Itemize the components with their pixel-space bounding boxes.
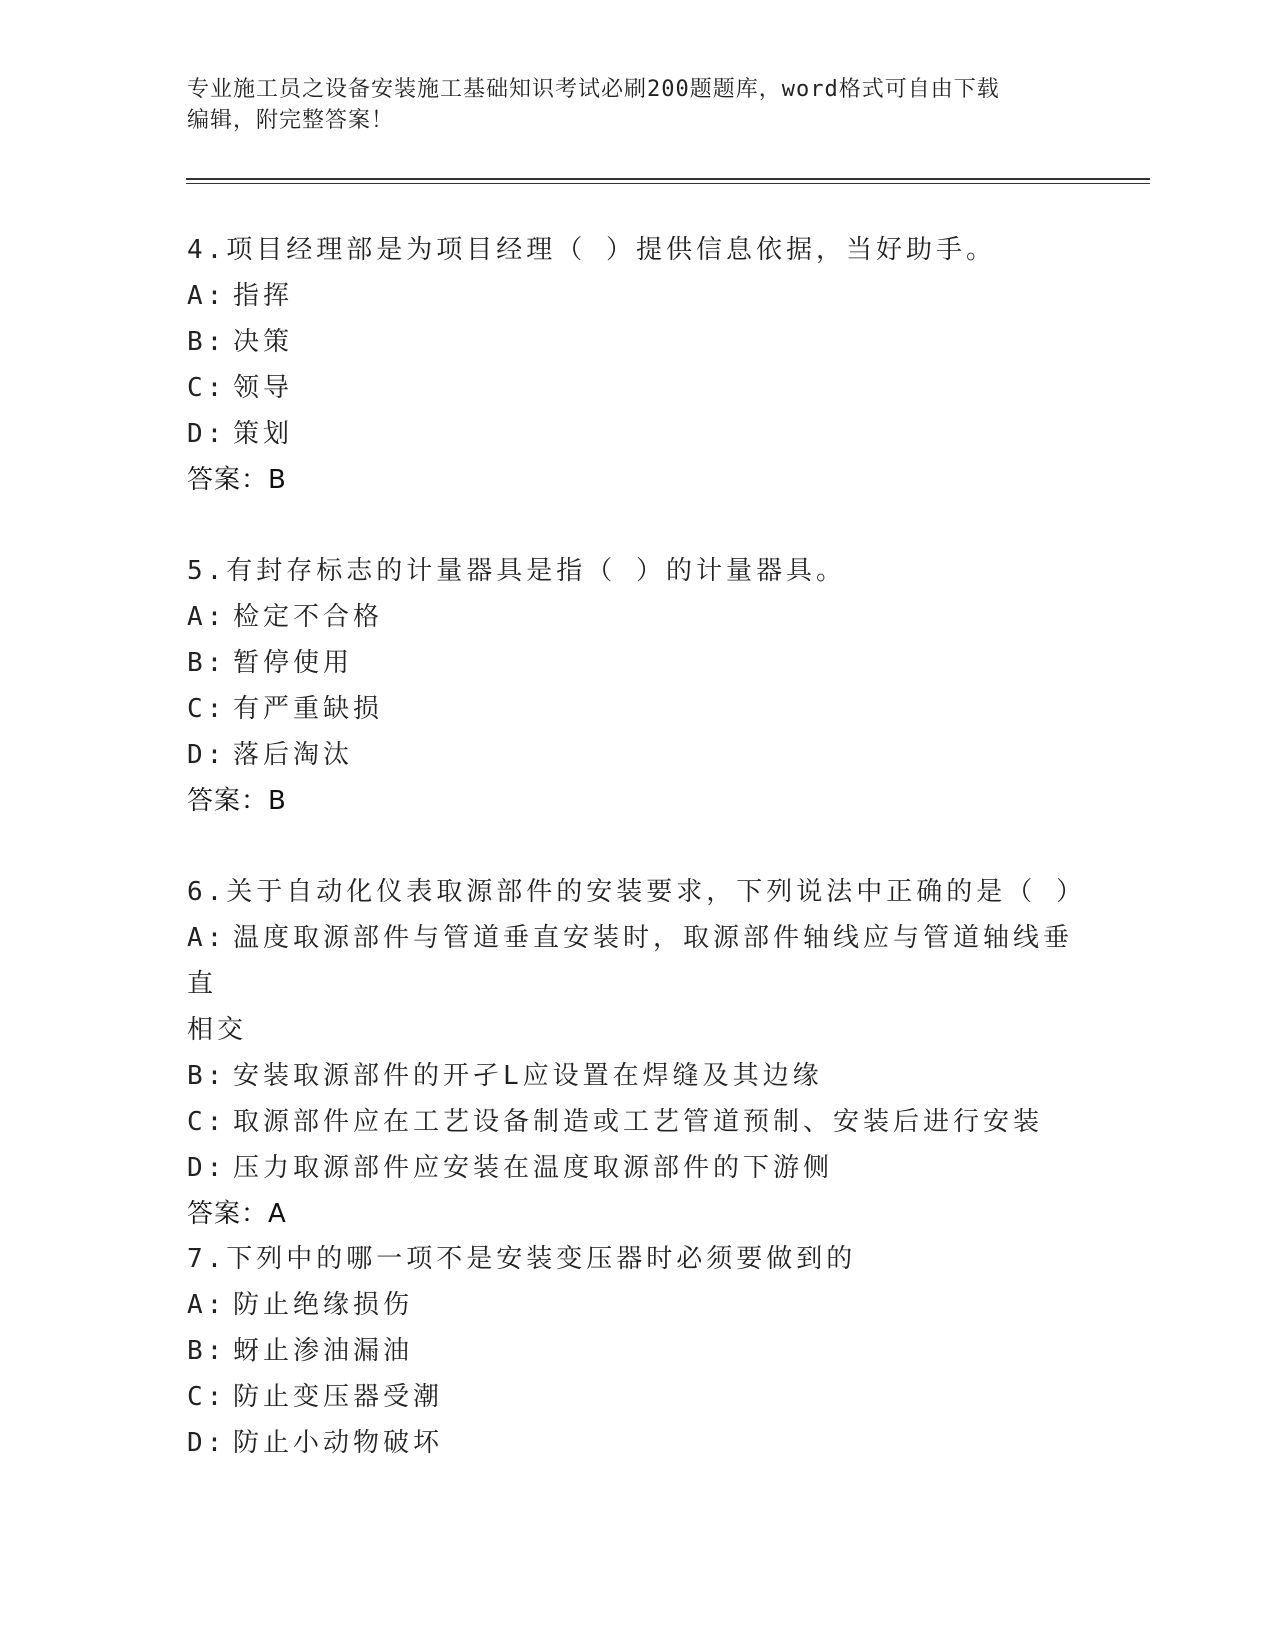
option-b [187, 1053, 1087, 1099]
answer-line [187, 1191, 1087, 1237]
header-divider-thin [186, 183, 1150, 184]
option-letter: C: [187, 373, 227, 403]
option-letter: A: [187, 923, 227, 953]
option-b [187, 319, 1087, 365]
option-text: 指挥 [233, 281, 294, 311]
option-text-continued: 相交 [187, 1015, 248, 1045]
question-4 [187, 227, 1087, 503]
option-text: 落后淘汰 [233, 740, 354, 770]
option-c [187, 686, 1087, 732]
option-letter: B: [187, 327, 227, 357]
option-a [187, 594, 1087, 640]
option-letter: B: [187, 1061, 227, 1091]
option-text: 决策 [233, 327, 294, 357]
option-c [187, 1099, 1087, 1145]
option-text: 有严重缺损 [233, 694, 384, 724]
option-letter: D: [187, 419, 227, 449]
option-d [187, 732, 1087, 778]
option-letter: D: [187, 1153, 227, 1183]
option-text: 暂停使用 [233, 648, 354, 678]
option-d [187, 411, 1087, 457]
option-letter: A: [187, 1290, 227, 1320]
option-text: 安装取源部件的开孑L应设置在焊缝及其边缘 [233, 1061, 823, 1091]
option-c [187, 365, 1087, 411]
answer-value: A [268, 1199, 287, 1229]
document-title-line-2: 编辑，附完整答案！ [187, 108, 395, 133]
option-letter: B: [187, 648, 227, 678]
question-stem: 4.项目经理部是为项目经理（ ）提供信息依据，当好助手。 [187, 235, 996, 265]
option-letter: C: [187, 1382, 227, 1412]
question-7 [187, 1236, 1087, 1466]
answer-line [187, 778, 1087, 824]
answer-label: 答案： [187, 786, 269, 816]
option-c [187, 1374, 1087, 1420]
option-letter: B: [187, 1336, 227, 1366]
option-text: 压力取源部件应安装在温度取源部件的下游侧 [233, 1153, 834, 1183]
question-6 [187, 869, 1087, 1237]
option-a [187, 1282, 1087, 1328]
option-text: 温度取源部件与管道垂直安装时，取源部件轴线应与管道轴线垂直 [187, 923, 1074, 999]
question-stem: 7.下列中的哪一项不是安装变压器时必须要做到的 [187, 1244, 857, 1274]
option-letter: C: [187, 1107, 227, 1137]
option-text: 防止绝缘损伤 [233, 1290, 414, 1320]
option-letter: A: [187, 281, 227, 311]
option-b [187, 640, 1087, 686]
answer-label: 答案： [187, 1199, 269, 1229]
option-letter: C: [187, 694, 227, 724]
answer-line [187, 457, 1087, 503]
option-text: 防止小动物破坏 [233, 1428, 444, 1458]
option-a [187, 915, 1087, 1053]
option-b [187, 1328, 1087, 1374]
option-letter: D: [187, 1428, 227, 1458]
question-5 [187, 548, 1087, 824]
option-d [187, 1420, 1087, 1466]
option-text: 取源部件应在工艺设备制造或工艺管道预制、安装后进行安装 [233, 1107, 1044, 1137]
document-title-line-1: 专业施工员之设备安装施工基础知识考试必刷200题题库，word格式可自由下载 [187, 77, 1000, 102]
option-text: 防止变压器受潮 [233, 1382, 444, 1412]
question-stem: 6.关于自动化仪表取源部件的安装要求，下列说法中正确的是（ ） [187, 877, 1086, 907]
answer-value: B [268, 465, 287, 495]
header-divider-thick [186, 178, 1150, 180]
answer-label: 答案： [187, 465, 269, 495]
option-text: 策划 [233, 419, 294, 449]
option-text: 领导 [233, 373, 294, 403]
option-letter: D: [187, 740, 227, 770]
option-text: 检定不合格 [233, 602, 384, 632]
document-header [187, 74, 1067, 136]
option-a [187, 273, 1087, 319]
option-text: 蚜止渗油漏油 [233, 1336, 414, 1366]
option-letter: A: [187, 602, 227, 632]
answer-value: B [268, 786, 287, 816]
option-d [187, 1145, 1087, 1191]
question-stem: 5.有封存标志的计量器具是指（ ）的计量器具。 [187, 556, 846, 586]
